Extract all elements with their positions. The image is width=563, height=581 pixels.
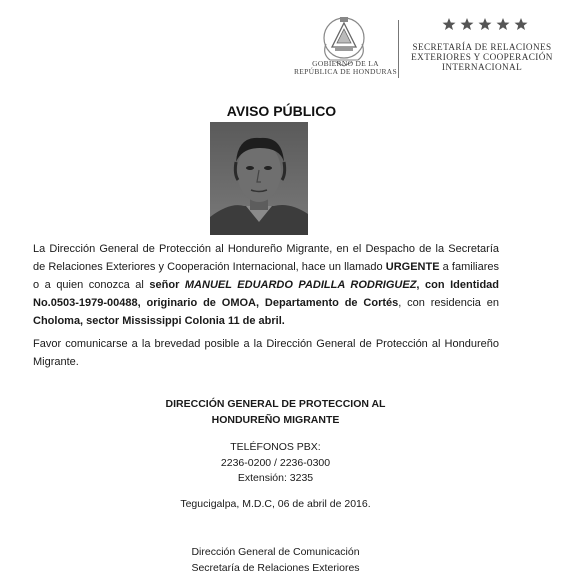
issue-date: Tegucigalpa, M.D.C, 06 de abril de 2016.	[180, 498, 371, 510]
identity-origin: , con Identidad No.0503-1979-00488, originario de OMOA, Departamento de Cortés	[33, 279, 500, 309]
page-title: AVISO PÚBLICO	[226, 103, 337, 119]
com-line1: Dirección General de Comunicación	[191, 546, 360, 558]
senor-label: señor	[149, 279, 185, 291]
five-stars-icon	[442, 16, 532, 32]
sec-line3: INTERNACIONAL	[441, 62, 523, 72]
header-divider	[398, 20, 399, 78]
secretariat-label	[402, 42, 562, 72]
notice-paragraph	[33, 240, 499, 330]
p1-intro: La Dirección General de Protección al Hondureño Migrante, en el Despacho de la Secretaría de Relaciones Exteriores y Cooperación Internacional, hace un llamado	[33, 243, 499, 273]
p1-residence: , con residencia en	[398, 297, 499, 309]
residence-location: Choloma, sector Mississippi Colonia 11 de abril.	[33, 315, 285, 327]
phone-block	[0, 440, 557, 487]
phone-numbers: 2236-0200 / 2236-0300	[220, 456, 331, 469]
contact-request-paragraph: Favor comunicarse a la brevedad posible a la Dirección General de Protección al Hondureño Migrante.	[33, 338, 499, 368]
phone-label: TELÉFONOS PBX:	[230, 441, 321, 453]
dg-line1: DIRECCIÓN GENERAL DE PROTECCION AL	[165, 398, 386, 410]
direction-heading	[0, 397, 557, 428]
phone-extension: Extensión: 3235	[237, 472, 314, 484]
missing-person-name: MANUEL EDUARDO PADILLA RODRIGUEZ	[184, 279, 417, 291]
gov-label	[288, 60, 403, 76]
p1-call: a familiares o a quien conozca al	[33, 261, 499, 291]
person-portrait-photo	[210, 122, 308, 235]
sec-line1: SECRETARÍA DE RELACIONES	[412, 42, 552, 52]
dg-line2: HONDUREÑO MIGRANTE	[211, 413, 340, 426]
signature-block	[0, 545, 557, 576]
com-line2: Secretaría de Relaciones Exteriores	[191, 561, 360, 574]
gov-line1: GOBIERNO DE LA	[312, 59, 379, 68]
gov-line2: REPÚBLICA DE HONDURAS	[294, 67, 397, 76]
sec-line2: EXTERIORES Y COOPERACIÓN	[411, 52, 553, 62]
urgent-label: URGENTE	[385, 261, 440, 273]
